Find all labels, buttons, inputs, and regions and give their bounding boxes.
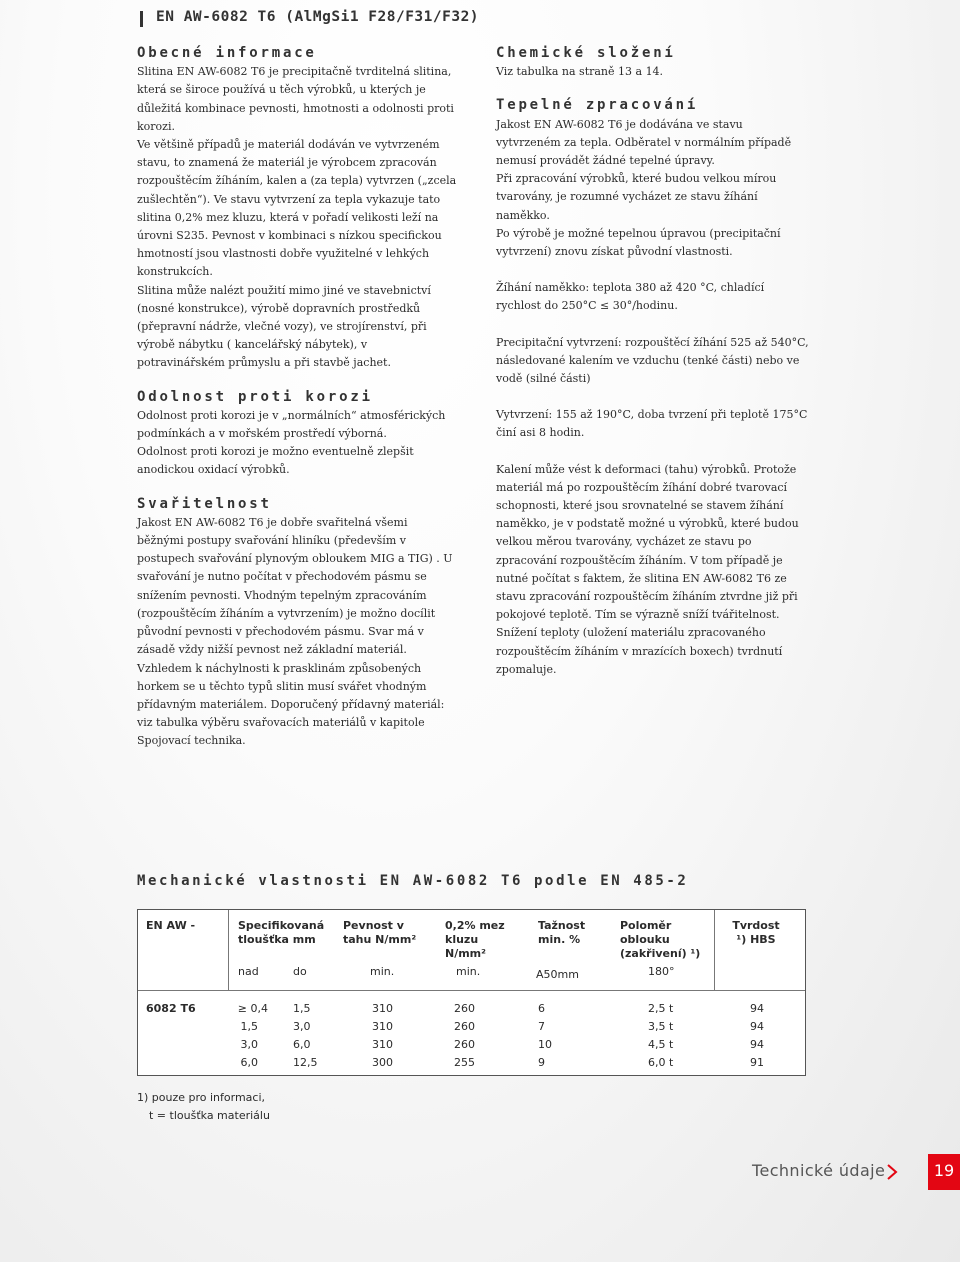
cell-tensile: 310 xyxy=(372,1038,393,1051)
cell-yield: 255 xyxy=(454,1056,475,1069)
cell-elongation: 9 xyxy=(538,1056,545,1069)
cell-nad: 3,0 xyxy=(240,1038,258,1051)
sub-min: min. xyxy=(370,965,395,978)
cell-nad: 6,0 xyxy=(240,1056,258,1069)
sub-a50mm: A50mm xyxy=(536,968,579,981)
paragraph: Ve většině případů je materiál dodáván ve vytvrzeném stavu, to znamená že materiál je výrobcem zpracován rozpouštěcím žíháním, kalen a (za tepla) vytvrzen („zcela zušlechtěn“). Ve stavu vytvrzení za tepla vykazuje tato slitina 0,2% mez kluzu, která v pořadí velikosti leží na úrovni S235. Pevnost v kombinaci s nízkou specifickou hmotností jsou vlastnosti dobře využitelné v lehkých konstrukcích. xyxy=(137,138,457,279)
cell-hardness: 94 xyxy=(750,1020,764,1033)
section-general xyxy=(137,44,457,373)
paragraph: Slitina EN AW-6082 T6 je precipitačně tvrditelná slitina, která se široce používá u těch výrobků, u kterých je důležitá kombinace pevnosti, hmotnosti a odolnosti proti korozi. xyxy=(137,65,454,133)
section-weldability xyxy=(137,495,457,751)
cell-bend: 2,5 t xyxy=(648,1002,674,1015)
cell-yield: 260 xyxy=(454,1020,475,1033)
title-bar xyxy=(140,11,143,27)
cell-do: 3,0 xyxy=(293,1020,311,1033)
footnote-line: 1) pouze pro informaci, xyxy=(137,1091,266,1104)
footer-section-label: Technické údaje xyxy=(752,1161,886,1180)
spacer xyxy=(496,261,810,279)
section-heading: Tepelné zpracování xyxy=(496,97,699,114)
header-tensile: Pevnost v tahu N/mm² xyxy=(343,919,417,946)
cell-nad: 1,5 xyxy=(240,1020,258,1033)
cell-tensile: 310 xyxy=(372,1020,393,1033)
header-yield: 0,2% mez kluzu N/mm² xyxy=(445,919,505,960)
spacer xyxy=(496,443,810,461)
cell-tensile: 310 xyxy=(372,1002,393,1015)
table-divider xyxy=(228,910,229,990)
header-alloy: EN AW - xyxy=(146,919,196,932)
paragraph: Odolnost proti korozi je možno eventuelně zlepšit anodickou oxidací výrobků. xyxy=(137,445,414,477)
paragraph: Odolnost proti korozi je v „normálních“ atmosférických podmínkách a v mořském prostředí výborná. xyxy=(137,408,446,441)
spacer xyxy=(496,388,810,406)
paragraph: Jakost EN AW-6082 T6 je dodávána ve stavu vytvrzeném za tepla. Odběratel v normálním případě nemusí provádět žádné tepelné úpravy. xyxy=(496,117,792,168)
cell-nad: ≥ 0,4 xyxy=(237,1002,268,1015)
cell-do: 6,0 xyxy=(293,1038,311,1051)
cell-elongation: 10 xyxy=(538,1038,552,1051)
mechanical-properties-title: Mechanické vlastnosti EN AW-6082 T6 podle EN 485-2 xyxy=(137,873,689,889)
sub-180deg: 180° xyxy=(648,965,675,978)
header-hardness: Tvrdost ¹) HBS xyxy=(732,919,780,946)
paragraph: Precipitační vytvrzení: rozpouštěcí žíhání 525 až 540°C, následované kalením ve vzduchu (tenké části) nebo ve vodě (silné části) xyxy=(496,335,809,386)
section-chemical xyxy=(496,44,810,81)
cell-hardness: 94 xyxy=(750,1002,764,1015)
paragraph: Slitina může nalézt použití mimo jiné ve stavebnictví (nosné konstrukce), výrobě dopravních prostředků (přepravní nádrže, vlečné vozy), ve strojírenství, při výrobě nábytku ( kancelářský nábytek), v potravinářském průmyslu a při stavbě jachet. xyxy=(137,283,431,370)
cell-hardness: 91 xyxy=(750,1056,764,1069)
page-title: EN AW-6082 T6 (AlMgSi1 F28/F31/F32) xyxy=(156,9,480,25)
table-divider xyxy=(138,990,805,991)
footnote-line: t = tloušťka materiálu xyxy=(149,1109,270,1122)
section-heading: Obecné informace xyxy=(137,45,317,61)
chevron-right-icon xyxy=(885,1163,899,1181)
paragraph: Vzhledem k náchylnosti k prasklinám způsobených horkem se u těchto typů slitin musí svářet vhodným přídavným materiálem. Doporučený přídavný materiál: viz tabulka výběru svařovacích materiálů v kapitole Spojovací technika. xyxy=(137,661,445,748)
sub-do: do xyxy=(293,965,307,978)
section-heading: Svařitelnost xyxy=(137,495,272,512)
cell-do: 12,5 xyxy=(293,1056,318,1069)
section-heading: Chemické složení xyxy=(496,45,676,61)
cell-tensile: 300 xyxy=(372,1056,393,1069)
table-footnote xyxy=(137,1089,270,1125)
cell-bend: 4,5 t xyxy=(648,1038,674,1051)
paragraph: Jakost EN AW-6082 T6 je dobře svařitelná všemi běžnými postupy svařování hliníku (především v postupech svařování plynovým obloukem MIG a TIG) . U svařování je nutno počítat v přechodovém pásmu se snížením pevnosti. Vhodným tepelným zpracováním (rozpouštěcím žíháním a vytvrzením) je možno docílit původní pevnosti v přechodovém pásmu. Svar má v zásadě vždy nižší pevnost než základní materiál. xyxy=(137,515,453,657)
cell-hardness: 94 xyxy=(750,1038,764,1051)
alloy-value: 6082 T6 xyxy=(146,1002,196,1015)
cell-elongation: 7 xyxy=(538,1020,545,1033)
header-bend-radius: Poloměr oblouku (zakřivení) ¹) xyxy=(620,919,701,960)
header-thickness: Specifikovaná tloušťka mm xyxy=(238,919,325,946)
cell-elongation: 6 xyxy=(538,1002,545,1015)
left-column xyxy=(137,44,457,766)
cell-bend: 6,0 t xyxy=(648,1056,674,1069)
header-elongation: Tažnost min. % xyxy=(538,919,586,946)
mechanical-properties-table xyxy=(137,909,806,1076)
section-heat-treatment xyxy=(496,96,810,679)
paragraph: Žíhání naměkko: teplota 380 až 420 °C, chladící rychlost do 250°C ≤ 30°/hodinu. xyxy=(496,281,765,313)
right-column xyxy=(496,44,810,694)
section-corrosion xyxy=(137,388,457,480)
cell-yield: 260 xyxy=(454,1002,475,1015)
paragraph: Po výrobě je možné tepelnou úpravou (precipitační vytvrzení) znovu získat původní vlastnosti. xyxy=(496,226,781,259)
paragraph: Kalení může vést k deformaci (tahu) výrobků. Protože materiál má po rozpouštěcím žíhání dobré tvarovací schopnosti, které jsou srovnatelné se stavem žíhání naměkko, je v podstatě možné u výrobků, které budou velkou měrou tvarovány, vycházet ze stavu po zpracování rozpouštěcím žíháním. V tom případě je nutné počítat s faktem, že slitina EN AW-6082 T6 ze stavu zpracování rozpouštěcím žíháním ztvrdne již při pokojové teplotě. Tím se výrazně sníží tvářitelnost. Snížení teploty (uložení materiálu zpracovaného rozpouštěcím žíháním v mrazících boxech) tvrdnutí zpomaluje. xyxy=(496,462,799,676)
cell-do: 1,5 xyxy=(293,1002,311,1015)
cell-bend: 3,5 t xyxy=(648,1020,674,1033)
paragraph: Při zpracování výrobků, které budou velkou mírou tvarovány, je rozumné vycházet ze stavu žíhání naměkko. xyxy=(496,172,777,222)
paragraph: Viz tabulka na straně 13 a 14. xyxy=(496,65,664,79)
sub-nad: nad xyxy=(238,965,259,978)
page-number: 19 xyxy=(928,1154,960,1190)
spacer xyxy=(496,316,810,334)
section-heading: Odolnost proti korozi xyxy=(137,388,373,405)
cell-yield: 260 xyxy=(454,1038,475,1051)
sub-min: min. xyxy=(456,965,481,978)
paragraph: Vytvrzení: 155 až 190°C, doba tvrzení při teplotě 175°C činí asi 8 hodin. xyxy=(496,408,808,440)
